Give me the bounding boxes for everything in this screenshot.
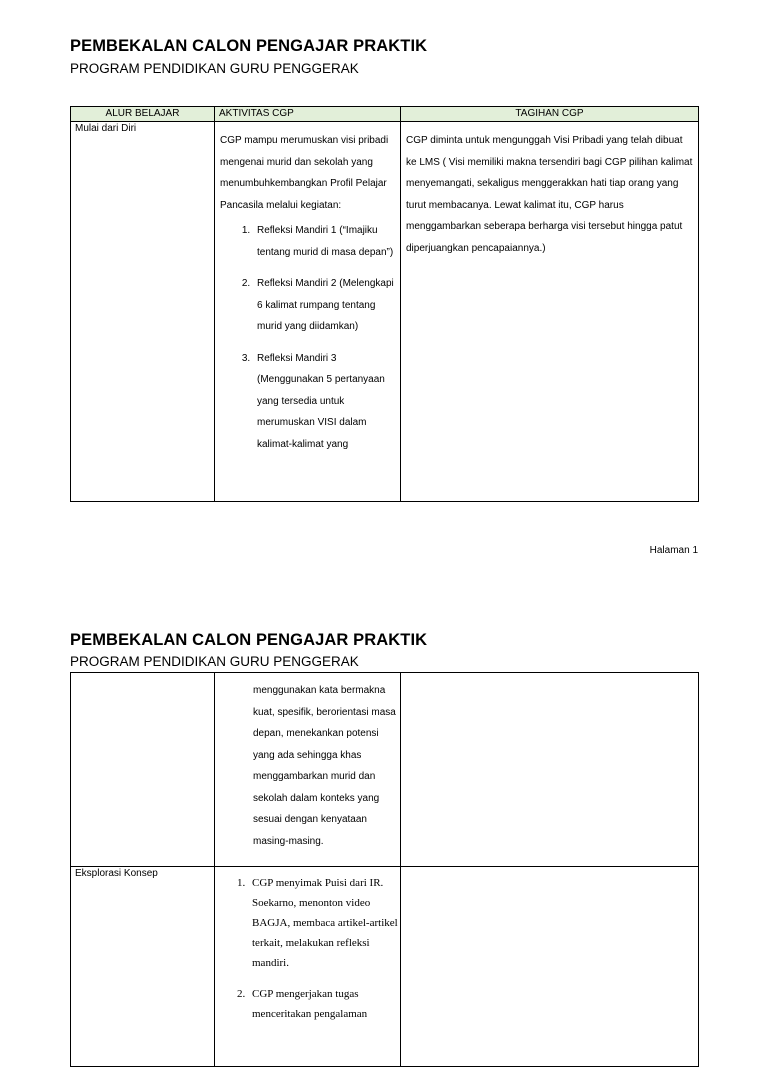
- alur-belajar-cell: Eksplorasi Konsep: [71, 867, 215, 1067]
- aktivitas-cell: [215, 867, 401, 1067]
- list-item: 1. Refleksi Mandiri 1 (“Imajiku tentang murid di masa depan”): [253, 220, 396, 263]
- document-title: PEMBEKALAN CALON PENGAJAR PRAKTIK: [70, 631, 428, 649]
- list-item: 2. CGP mengerjakan tugas menceritakan pengalaman: [248, 984, 400, 1024]
- aktivitas-cell: [215, 673, 401, 867]
- tagihan-cell: [401, 867, 699, 1067]
- list-item: 3. Refleksi Mandiri 3 (Menggunakan 5 pertanyaan yang tersedia untuk merumuskan VISI dalam kalimat-kalimat yang: [253, 348, 396, 456]
- alur-belajar-cell: Mulai dari Diri: [71, 122, 215, 502]
- table-row: [71, 673, 699, 867]
- aktivitas-cell: [215, 122, 401, 502]
- header-alur-belajar: ALUR BELAJAR: [71, 107, 215, 122]
- page-number: Halaman 1: [649, 545, 698, 556]
- activity-steps-list: [215, 873, 400, 1024]
- document-title: PEMBEKALAN CALON PENGAJAR PRAKTIK: [70, 37, 428, 55]
- tagihan-cell: [401, 673, 699, 867]
- document-subtitle: PROGRAM PENDIDIKAN GURU PENGGERAK: [70, 61, 359, 76]
- activity-continued-text: menggunakan kata bermakna kuat, spesifik, berorientasi masa depan, menekankan potensi yang ada sehingga khas menggambarkan murid dan sekolah dalam konteks yang sesuai dengan kenyataan masing-masing.: [253, 685, 396, 847]
- table-row: [71, 867, 699, 1067]
- activity-steps-list: [220, 220, 396, 455]
- list-item: 2. Refleksi Mandiri 2 (Melengkapi 6 kalimat rumpang tentang murid yang diidamkan): [253, 273, 396, 338]
- list-item: 1. CGP menyimak Puisi dari IR. Soekarno, menonton video BAGJA, membaca artikel-artikel terkait, melakukan refleksi mandiri.: [248, 873, 400, 973]
- activity-intro: CGP mampu merumuskan visi pribadi mengenai murid dan sekolah yang menumbuhkembangkan Profil Pelajar Pancasila melalui kegiatan:: [220, 135, 389, 211]
- header-tagihan-cgp: TAGIHAN CGP: [401, 107, 699, 122]
- header-aktivitas-cgp: AKTIVITAS CGP: [215, 107, 401, 122]
- document-subtitle: PROGRAM PENDIDIKAN GURU PENGGERAK: [70, 654, 359, 669]
- activity-table-continued: [70, 672, 699, 1067]
- table-header-row: [71, 107, 699, 122]
- alur-belajar-cell: [71, 673, 215, 867]
- document-page-2: [0, 600, 768, 1024]
- activity-table: [70, 106, 699, 502]
- table-row: [71, 122, 699, 502]
- tagihan-cell: CGP diminta untuk mengunggah Visi Pribadi yang telah dibuat ke LMS ( Visi memiliki makna tersendiri bagi CGP pilihan kalimat menyemangati, sekaligus menggerakkan hati tiap orang yang turut membacanya. Lewat kalimat itu, CGP harus menggambarkan seberapa berharga visi tersebut hingga patut diperjuangkan pencapaiannya.): [401, 122, 699, 502]
